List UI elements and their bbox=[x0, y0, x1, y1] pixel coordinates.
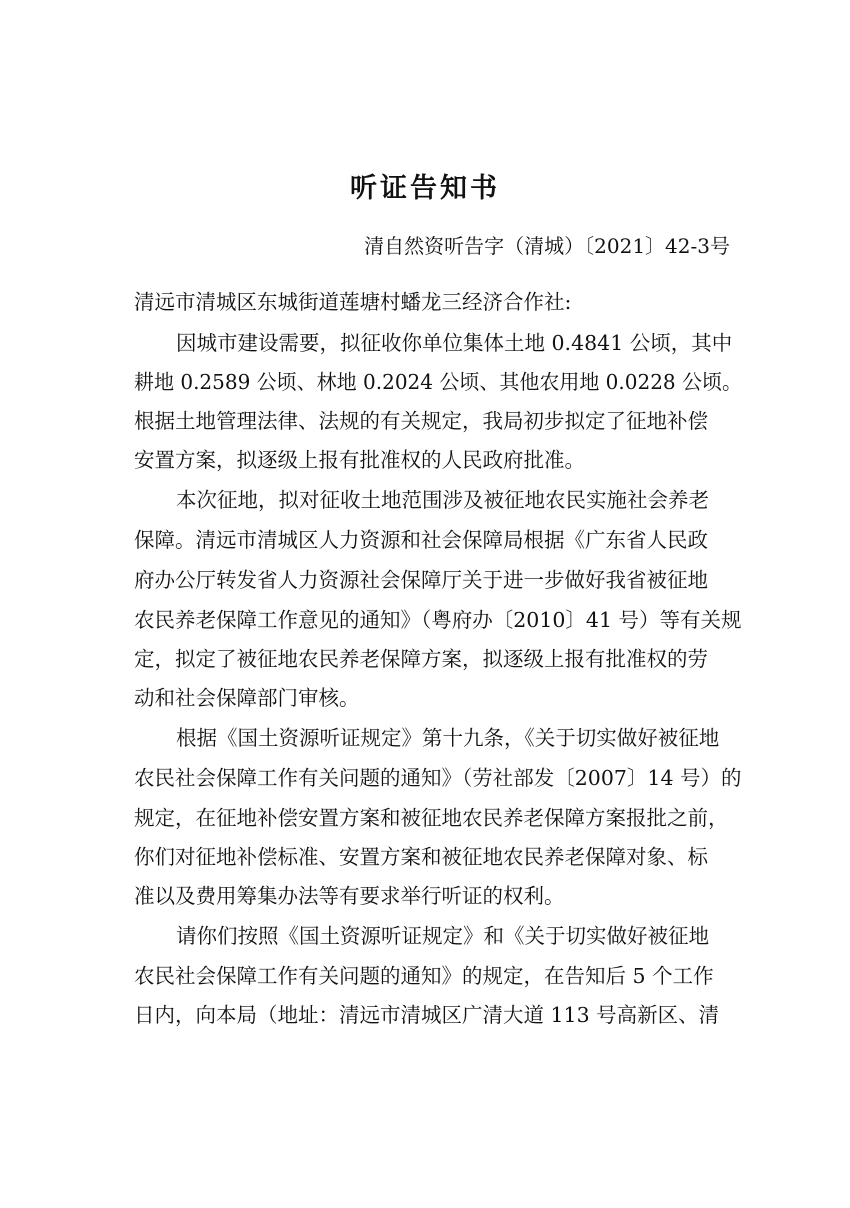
addressee: 清远市清城区东城街道莲塘村蟠龙三经济合作社: bbox=[134, 290, 572, 314]
paragraph-1-line-3: 根据土地管理法律、法规的有关规定，我局初步拟定了征地补偿 bbox=[134, 409, 708, 433]
paragraph-3-line-2: 农民社会保障工作有关问题的通知》（劳社部发〔2007〕14 号）的 bbox=[134, 766, 742, 790]
paragraph-1-line-2: 耕地 0.2589 公顷、林地 0.2024 公顷、其他农用地 0.0228 公顷。 bbox=[134, 370, 742, 394]
paragraph-1-line-1: 因城市建设需要，拟征收你单位集体土地 0.4841 公顷，其中 bbox=[176, 331, 733, 355]
paragraph-4-line-1: 请你们按照《国土资源听证规定》和《关于切实做好被征地 bbox=[176, 924, 709, 948]
paragraph-2-line-6: 动和社会保障部门审核。 bbox=[134, 686, 360, 710]
paragraph-3-line-1: 根据《国土资源听证规定》第十九条，《关于切实做好被征地 bbox=[176, 726, 720, 750]
paragraph-3-line-3: 规定，在征地补偿安置方案和被征地农民养老保障方案报批之前， bbox=[134, 806, 729, 830]
paragraph-2-line-2: 保障。清远市清城区人力资源和社会保障局根据《广东省人民政 bbox=[134, 528, 708, 552]
paragraph-2-line-5: 定，拟定了被征地农民养老保障方案，拟逐级上报有批准权的劳 bbox=[134, 647, 708, 671]
document-number: 清自然资听告字（清城）〔2021〕42-3号 bbox=[364, 234, 730, 258]
paragraph-2-line-3: 府办公厅转发省人力资源社会保障厅关于进一步做好我省被征地 bbox=[134, 568, 708, 592]
paragraph-1-line-4: 安置方案，拟逐级上报有批准权的人民政府批准。 bbox=[134, 448, 585, 472]
paragraph-3-line-4: 你们对征地补偿标准、安置方案和被征地农民养老保障对象、标 bbox=[134, 845, 708, 869]
paragraph-4-line-2: 农民社会保障工作有关问题的通知》的规定，在告知后 5 个工作 bbox=[134, 964, 714, 988]
paragraph-2-line-4: 农民养老保障工作意见的通知》（粤府办〔2010〕41 号）等有关规 bbox=[134, 608, 742, 632]
paragraph-3-line-5: 准以及费用筹集办法等有要求举行听证的权利。 bbox=[134, 884, 565, 908]
paragraph-4-line-3: 日内，向本局（地址：清远市清城区广清大道 113 号高新区、清 bbox=[134, 1003, 720, 1027]
paragraph-2-line-1: 本次征地，拟对征收土地范围涉及被征地农民实施社会养老 bbox=[176, 488, 709, 512]
page-title: 听证告知书 bbox=[350, 173, 500, 204]
